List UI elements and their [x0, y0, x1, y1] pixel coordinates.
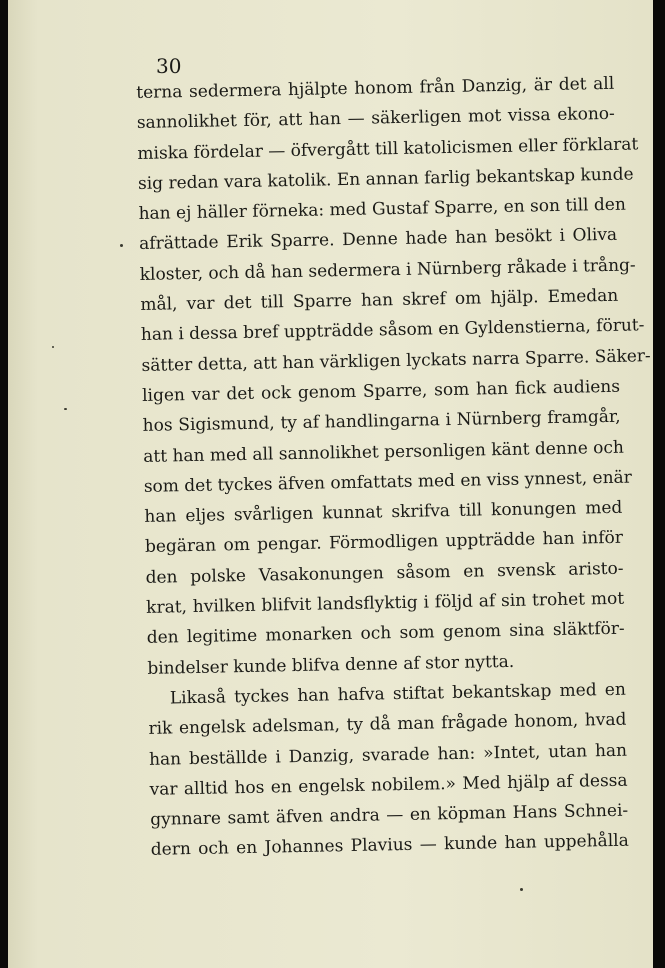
text-line: krat, hvilken blifvit landsflyktig i följd af sin trohet mot	[145, 588, 625, 618]
text-line: ligen var det ock genom Sparre, som han fick audiens	[141, 376, 621, 406]
text-line: sig redan vara katolik. En annan farlig bekantskap kunde	[137, 164, 634, 194]
text-line: kloster, och då han sedermera i Nürnberg råkade i trång-	[139, 255, 636, 285]
page-number: 30	[156, 54, 182, 78]
paper-speck	[64, 408, 67, 410]
text-line: sannolikhet för, att han — säkerligen mot vissa ekono-	[136, 104, 615, 134]
text-line: dern och en Johannes Plavius — kunde han uppehålla	[150, 831, 629, 861]
paragraph-start-line: Likaså tyckes han hafva stiftat bekantskap med en	[169, 679, 627, 709]
paragraph-end-line: bindelser kunde blifva denne af stor nytta.	[147, 651, 515, 679]
text-line: var alltid hos en engelsk nobilem.» Med hjälp af dessa	[149, 770, 628, 800]
text-line: han ej häller förneka: med Gustaf Sparre, en son till den	[138, 194, 626, 225]
text-line: begäran om pengar. Förmodligen uppträdde han inför	[144, 528, 624, 558]
paper-speck	[120, 244, 123, 247]
text-line: afrättade Erik Sparre. Denne hade han besökt i Oliva	[139, 225, 618, 255]
text-line: mål, var det till Sparre han skref om hjälp. Emedan	[140, 285, 619, 316]
text-line: gynnare samt äfven andra — en köpman Hans Schnei-	[150, 800, 629, 830]
text-line: att han med all sannolikhet personligen känt denne och	[143, 437, 625, 467]
text-line: miska fördelar — öfvergått till katolicismen eller förklarat	[137, 133, 639, 164]
text-line: terna sedermera hjälpte honom från Danzig, är det all	[136, 73, 615, 103]
text-line: som det tyckes äfven omfattats med en viss ynnest, enär	[143, 467, 633, 497]
text-line: han eljes svårligen kunnat skrifva till konungen med	[144, 497, 623, 528]
text-line: den polske Vasakonungen såsom en svensk aristo-	[145, 558, 624, 588]
book-page	[8, 0, 653, 968]
text-line: han i dessa bref uppträdde såsom en Gyldenstierna, förut-	[140, 315, 645, 346]
body-text	[136, 69, 651, 866]
text-line: hos Sigismund, ty af handlingarna i Nürnberg framgår,	[142, 407, 621, 437]
text-line: han beställde i Danzig, svarade han: »Intet, utan han	[148, 740, 628, 770]
text-line: rik engelsk adelsman, ty då man frågade honom, hvad	[148, 709, 627, 740]
text-line: den legitime monarken och som genom sina släktför-	[146, 619, 625, 649]
text-line: sätter detta, att han värkligen lyckats narra Sparre. Säker-	[141, 345, 651, 376]
paper-speck	[52, 346, 54, 348]
paper-speck	[520, 888, 523, 891]
